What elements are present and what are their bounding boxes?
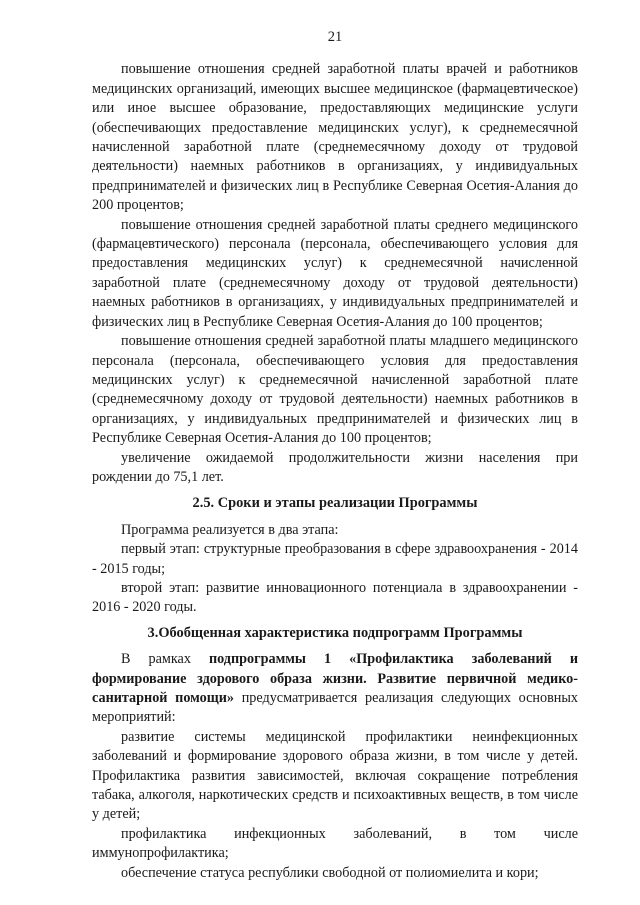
intro-prefix: В рамках — [121, 651, 209, 668]
paragraph-stage-one: первый этап: структурные преобразования в сфере здравоохранения - 2014 - 2015 годы; — [92, 541, 578, 577]
paragraph-two-stages: Программа реализуется в два этапа: — [121, 521, 339, 538]
paragraph-mid-staff-salary: повышение отношения средней заработной платы среднего медицинского (фармацевтического) персонала (персонала, обеспечивающего условия для предоставления медицинских услуг) к среднемесячной начисленной заработной плате (среднемесячному доходу от трудовой деятельности) наемных работников в организациях, у индивидуальных предпринимателей и физических лиц в Республике Северная Осетия-Алания до 100 процентов; — [92, 216, 578, 330]
paragraph-prevention-system: развитие системы медицинской профилактики неинфекционных заболеваний и формирование здорового образа жизни, в том числе у детей. Профилактика развития зависимостей, включая сокращение потребления табака, алкоголя, наркотических средств и психоактивных веществ, в том числе у детей; — [92, 728, 578, 823]
paragraph-life-expectancy: увеличение ожидаемой продолжительности жизни населения при рождении до 75,1 лет. — [92, 449, 578, 485]
section-heading-3: 3.Обобщенная характеристика подпрограмм Программы — [147, 624, 523, 641]
subprogram-1-title: подпрограммы 1 «Профилактика заболеваний и формирование здорового образа жизни. Развитие первичной медико-санитарной помощи» — [92, 651, 579, 706]
paragraph-subprogram-1-intro — [92, 650, 578, 728]
intro-suffix: предусматривается реализация следующих основных мероприятий: — [92, 690, 578, 726]
paragraph-doctor-salary: повышение отношения средней заработной платы врачей и работников медицинских организаций, имеющих высшее медицинское (фармацевтическое) или иное высшее образование, предоставляющих медицинские услуги (обеспечивающих предоставление медицинских услуг), к среднемесячной начисленной заработной плате (среднемесячному доходу от трудовой деятельности) наемных работников в организациях, у индивидуальных предпринимателей и физических лиц в Республике Северная Осетия-Алания до 200 процентов; — [92, 61, 578, 214]
paragraph-polio-status: обеспечение статуса республики свободной от полиомиелита и кори; — [121, 864, 539, 881]
paragraph-stage-two: второй этап: развитие инновационного потенциала в здравоохранении - 2016 - 2020 годы. — [92, 579, 578, 616]
document-page — [92, 28, 578, 883]
paragraph-infectious-prevention: профилактика инфекционных заболеваний, в том числе иммунопрофилактика; — [92, 825, 578, 862]
section-heading-2-5: 2.5. Сроки и этапы реализации Программы — [192, 495, 478, 512]
paragraph-junior-staff-salary: повышение отношения средней заработной платы младшего медицинского персонала (персонала, обеспечивающего условия для предоставления медицинских услуг) к среднемесячной начисленной заработной плате (среднемесячному доходу от трудовой деятельности) наемных работников в организациях, у индивидуальных предпринимателей и физических лиц в Республике Северная Осетия-Алания до 100 процентов; — [92, 333, 578, 447]
page-number: 21 — [327, 29, 343, 45]
